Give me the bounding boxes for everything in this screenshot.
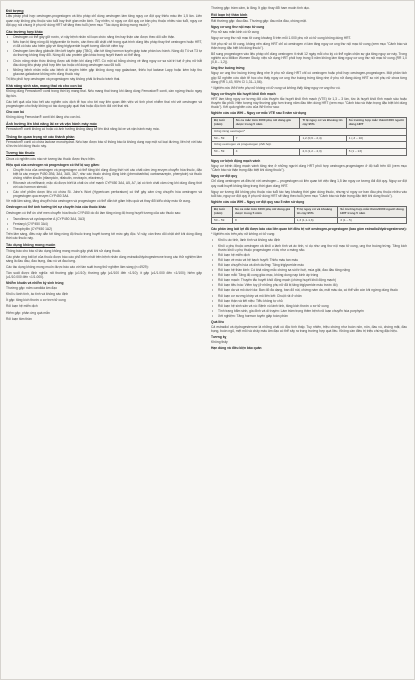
right-column	[211, 6, 407, 674]
paragraph: Nguy cơ ung thư buồng trứng tăng nhẹ ở phụ nữ dùng HRT chỉ có oestrogen hoặc phối hợp oestrogen-progestogen. Một phân tích gộp 52 nghiên cứu dịch tễ học cho thấy nguy cơ ung thư buồng trứng tăng nhẹ ở phụ nữ đang dùng HRT so với phụ nữ chưa từng dùng (RR 1,43, 95% CI 1,31–1,56).	[211, 71, 407, 84]
list-item	[211, 288, 407, 292]
list-item	[211, 273, 407, 277]
paragraph: Các kết quả của hầu hết các nghiên cứu dịch tễ học cho tới nay liên quan đến việc vô tình phơi nhiễm thai nhi với oestrogen và progestogen cho thấy không có tác dụng gây quái thai hoặc độc tính đối với thai nhi.	[6, 99, 202, 108]
list-item	[6, 49, 202, 57]
table-caption: Nghiên cứu của WHI – Nguy cơ mắc VTE sau 5 năm sử dụng	[211, 111, 307, 116]
list-item	[6, 190, 202, 198]
table-subheader-row	[212, 128, 407, 135]
bullet-icon: •	[212, 273, 214, 278]
table-header-cell: Số ca mắc trên 1000 phụ nữ dùng giả dược trong 5 năm	[232, 206, 294, 217]
subheading: Nhiễm khuẩn và nhiễm ký sinh trùng	[6, 281, 64, 286]
bullet-icon: •	[7, 67, 9, 72]
list-item-text: Chuyển hóa của oestrogen và progestogen có thể tăng khi dùng đồng thời với các chất cảm ứng enzym chuyển hóa thuốc, đặc biệt là các enzym P450 2B6, 3A4, 3A5, 3A7, như các thuốc chống động kinh (phenobarbital, carbamazepin, phenytoin) và thuốc chống nhiễm khuẩn (rifampicin, rifabutin, nevirapin, efavirenz).	[13, 167, 202, 180]
section-heading: Thông tin quan trọng về các thành phần	[6, 134, 75, 139]
table-cell: 5 (1 – 13)	[346, 149, 406, 156]
bullet-icon: •	[212, 243, 214, 248]
paragraph: Không thấy	[211, 340, 228, 345]
table-header-row	[212, 206, 407, 217]
paragraph: Rối loạn hệ miễn dịch	[6, 304, 38, 309]
list-item-text: Ritonavir và nelfinavir, mặc dù được biết là chất ức chế mạnh CYP450 3A4, A5, A7, lại có tính chất cảm ứng khi dùng đồng thời với các hormon steroid.	[13, 180, 202, 190]
list-item-text: Các chế phẩm dược liệu có chứa St. John's Wort (Hypericum perforatum) có thể gây cảm ứng chuyển hóa oestrogen và progestogen qua enzym CYP450 3A4.	[13, 190, 202, 199]
paragraph: Khối u lành tính, ác tính và không xác định	[6, 292, 69, 297]
section-heading: Rối loạn hệ thần kinh	[211, 13, 248, 18]
paragraph: Tần suất được định nghĩa: rất thường gặp (≥1/10); thường gặp (≥1/100 đến <1/10); ít gặp (≥1/1.000 đến <1/100); hiếm gặp (≥1/10.000 đến <1/1.000).	[6, 270, 202, 279]
subheading: Nguy cơ bệnh động mạch vành	[211, 159, 261, 164]
list-item-text: Rối loạn tiêu hóa: Viêm tụy (ở những phụ nữ đã bị tăng triglyceride máu trước đó)	[218, 283, 338, 288]
table-cell: 1,2 (0,6 – 2,4)	[300, 135, 346, 142]
bullet-icon: •	[212, 293, 214, 298]
bullet-icon: •	[212, 262, 214, 267]
footnote: * Nghiên cứu WHI trên phụ nữ không có tử cung và không thấy tăng nguy cơ ung thư vú.	[211, 85, 341, 90]
list-item	[211, 283, 407, 287]
paragraph: Với phụ nữ có tử cung, không nên dùng HRT chỉ có oestrogen vì làm tăng nguy cơ ung thư nội mạc tử cung (xem mục "Cảnh báo và thận trọng đặc biệt khi dùng thuốc").	[211, 41, 407, 50]
list-item-text: Rối loạn hệ miễn dịch	[218, 252, 250, 257]
paragraph: Chưa có nghiên cứu nào về tương tác thuốc được thực hiện.	[6, 156, 96, 161]
table-header-cell: Độ tuổi (năm)	[212, 118, 234, 129]
bullet-icon: •	[7, 216, 9, 221]
list-item	[211, 268, 407, 272]
section-heading: Đối tượng	[6, 9, 24, 13]
list-item-text: Rối loạn hệ thần kinh: Có khả năng mắc chứng sa sút trí tuệ, múa giật, đau đầu tăng nặng	[218, 268, 350, 273]
paragraph: Các tác dụng không mong muốn được báo cáo với tần suất trong thử nghiệm lâm sàng (n=4929):	[6, 264, 149, 269]
paragraph: Rối loạn tâm thần	[6, 316, 32, 321]
list-item	[211, 253, 407, 257]
paragraph: Nguy cơ bệnh động mạch vành tăng nhẹ ở những người dùng HRT phối hợp oestrogen-progestogen ở độ tuổi trên 60 (xem mục "Cảnh báo và thận trọng đặc biệt khi dùng thuốc").	[211, 164, 407, 173]
table-cell: 4	[233, 149, 300, 156]
paragraph: Femoston® conti có chứa lactose monohydrat. Nếu bạn được bác sĩ thông báo là không dung nạp một số loại đường, liên hệ với bác sĩ trước khi dùng thuốc này.	[6, 139, 202, 148]
paragraph: Oestrogen có thể ức chế men chuyển hóa thuốc CYP450 do đó làm tăng nồng độ trong huyết tương của các thuốc sau:	[6, 210, 182, 215]
table-cell: 2,3 (1,2 – 4,3)	[300, 149, 346, 156]
list-item-text: Rối loạn cơ xương khớp và mô liên kết: Chuột rút ở chân	[218, 293, 302, 298]
section-heading: Tương tác thuốc	[6, 151, 35, 156]
paragraph: Thường gặp: nấm candida âm đạo	[6, 286, 57, 291]
table-caption: Nghiên cứu của WHI – Nguy cơ đột quỵ sau 5 năm sử dụng	[211, 199, 305, 204]
data-table	[211, 206, 407, 224]
table-cell: 1 (-3 – 10)	[346, 135, 406, 142]
paragraph: Trị liệu phối hợp oestrogen và progestogen này không phải là thuốc tránh thai.	[6, 76, 121, 81]
subheading: Nguy cơ thuyên tắc huyết khối tĩnh mạch	[211, 91, 276, 96]
paragraph: Thường gặp: trầm cảm, lo lắng. Ít gặp: thay đổi ham muốn tình dục.	[211, 6, 310, 10]
paragraph: Hiếm gặp: phản ứng quá mẫn	[6, 310, 50, 315]
bullet-icon: •	[7, 58, 9, 63]
list-item-text: Rối loạn thận và tiết niệu: Tiểu không tự chủ	[218, 298, 283, 303]
bullet-icon: •	[7, 226, 9, 231]
data-table	[211, 117, 407, 156]
list-item	[211, 309, 407, 313]
list-item	[6, 181, 202, 189]
paragraph: Không dùng Femoston® conti trong thời kỳ mang thai. Nếu mang thai trong khi đang dùng Femoston® conti, cần ngừng thuốc ngay lập tức.	[6, 89, 202, 98]
list-item-text: Xét nghiệm: Tăng hormon tuyến giáp toàn phần	[218, 313, 288, 318]
subheading: Nguy cơ ung thư nội mạc tử cung	[211, 24, 265, 29]
list-item	[6, 68, 202, 76]
footnote: * Nghiên cứu trên phụ nữ không có tử cung.	[211, 232, 276, 237]
table-header-cell: Tỉ lệ nguy cơ và khoảng tin cậy 95%	[294, 206, 338, 217]
bullet-icon: •	[7, 190, 9, 195]
table-header-cell: Số trường hợp mắc thêm/1000 người dùng HRT	[346, 118, 406, 129]
table-cell: 7	[233, 135, 300, 142]
paragraph: Bổ sung progestogen vào liệu pháp chỉ dùng oestrogen ít nhất 12 ngày mỗi chu kỳ có thể ngăn chặn sự gia tăng nguy cơ này. Trong nghiên cứu Million Women Study, việc sử dụng HRT phối hợp trong 5 năm không làm tăng nguy cơ ung thư nội mạc tử cung (RR 1,0 (0,8 – 1,2)).	[211, 52, 407, 65]
list-item	[6, 168, 202, 180]
table-header-cell: Số ca mắc trên 1000 phụ nữ dùng giả dược trong 5 năm	[233, 118, 300, 129]
subheading: Hiệu quả của oestrogen và progestogen có thể bị suy giảm:	[6, 162, 100, 167]
list-item-text: Nếu bạn bị tăng nồng độ triglyceride từ trước, cần theo dõi chặt chẽ trong quá trình dùng liệu pháp thay thế oestrogen hoặc HRT, vì đã có báo cáo hiếm gặp về tăng triglyceride huyết tương dẫn tới viêm tụy.	[13, 40, 202, 49]
bullet-icon: •	[7, 49, 9, 54]
list-item	[6, 40, 202, 48]
bullet-icon: •	[212, 283, 214, 288]
table-subheader-cell: Uống riêng oestrogen*	[212, 128, 407, 135]
list-item-text: Oestrogen làm tăng globulin liên kết tuyến giáp (TBG), dẫn tới tăng hormon tuyến giáp toàn phần lưu hành. Nồng độ T4 và T3 tự do thường không thay đổi. Nồng độ các protein gắn khác trong huyết thanh có thể tăng.	[13, 49, 202, 58]
bullet-icon: •	[212, 278, 214, 283]
table-subheader-row	[212, 142, 407, 149]
list-item	[211, 238, 407, 242]
bullet-icon: •	[212, 257, 214, 262]
list-item-text: Rối loạn da và mô dưới da: Ban đỏ đa dạng, ban đỏ nút, chứng nám da, mất màu da, có thể vẫn còn khi ngừng dùng thuốc	[218, 288, 398, 293]
paragraph: Nguy cơ ung thư nội mạc tử cung khoảng 5 trên mỗi 1.000 phụ nữ có tử cung không dùng HRT.	[211, 35, 351, 40]
table-row	[212, 135, 407, 142]
table-header-cell: Tỉ lệ nguy cơ và khoảng tin cậy 95%	[300, 118, 346, 129]
paragraph: Phụ nữ sau mãn kinh có tử cung	[211, 29, 259, 34]
list-item-text: Chức năng nhận thức không được cải thiện khi dùng HRT. Có một số bằng chứng về tăng nguy cơ sa sút trí tuệ ở phụ nữ bắt đầu dùng liệu pháp phối hợp liên tục hoặc chỉ dùng oestrogen sau 65 tuổi.	[13, 58, 202, 67]
table-cell: 3 (1 – 5)	[338, 217, 407, 224]
paragraph: Femoston® conti không có hoặc có ảnh hưởng không đáng kể lên khả năng lái xe và vận hành máy móc.	[6, 127, 160, 132]
bullet-icon: •	[7, 167, 9, 172]
bullet-icon: •	[212, 288, 214, 293]
left-column	[6, 6, 202, 674]
bullet-icon: •	[7, 40, 9, 45]
paragraph: Các phản ứng bất lợi của thuốc được báo cáo phổ biến nhất trên bệnh nhân dùng estradiol/dydrogesterone trong các thử nghiệm lâm sàng là đau đầu, đau bụng, đau vú và đau lưng.	[6, 254, 202, 263]
paragraph: Nguy cơ tương đối không phụ thuộc vào tuổi tác hay khoảng thời gian dùng thuốc, nhưng vì nguy cơ ban đầu phụ thuộc nhiều vào tuổi tác, nguy cơ đột quỵ ở phụ nữ dùng HRT sẽ tăng theo tuổi (xem mục "Cảnh báo và thận trọng đặc biệt khi dùng thuốc").	[211, 189, 407, 198]
table-header-cell: Độ tuổi (năm)	[212, 206, 233, 217]
bullet-icon: •	[212, 298, 214, 303]
list-item	[211, 278, 407, 282]
section-heading: Khả năng sinh sản, mang thai và cho con bú	[6, 84, 83, 89]
list-item-text: Fentanyl (CYP450 3A4)	[13, 221, 48, 226]
table-cell: 50 – 59	[212, 135, 234, 142]
list-item-text: Tình trạng bẩm sinh, gia đình và di truyền: Làm trầm trọng thêm bệnh rối loạn chuyển hóa porphyrin	[218, 308, 364, 313]
paragraph: Không dùng Femoston® conti khi đang cho con bú.	[6, 114, 82, 119]
list-item-text: Khối u phụ thuộc oestrogen cả khối u lành tính và ác tính, ví dụ như ung thư nội mạc tử cung, ung thư buồng trứng. Tăng kích thước khối u phụ thuộc progestogen ví dụ như u màng não.	[218, 243, 407, 252]
list-item-text: Theophyllin (CYP450 1A2)	[13, 226, 53, 231]
list-item-text: Rối loạn về máu và hệ bạch huyết: Thiếu máu tan máu	[218, 257, 299, 262]
section-heading: Ảnh hưởng lên khả năng lái xe và vận hành máy móc	[6, 122, 98, 126]
list-item	[211, 244, 407, 252]
bullet-icon: •	[212, 268, 214, 273]
subheading: Các phản ứng bất lợi đã được báo cáo liên quan tới điều trị với oestrogen-progestogen (bao gồm estradiol/dydrogesterone):	[211, 227, 407, 232]
list-item	[211, 258, 407, 262]
subheading: Tương kỵ	[211, 335, 227, 340]
paragraph: Trên lâm sàng, điều này dẫn tới tăng nồng độ thuốc trong huyết tương tới mức gây độc. Vì vậy, cần theo dõi chặt chẽ khi dùng đồng thời các thuốc này.	[6, 231, 202, 240]
paragraph: Chỉ dùng oestrogen và điều trị với oestrogen – progestogen có liên quan tới việc tăng 1,5 lần nguy cơ tương đối đột quỵ. Nguy cơ đột quỵ xuất huyết không tăng trong thời gian dùng HRT.	[211, 179, 407, 188]
bullet-icon: •	[212, 238, 214, 243]
list-item	[6, 217, 202, 221]
paragraph: Về mặt lâm sàng, tăng chuyển hóa oestrogen và progestogen có thể dẫn tới giảm hiệu quả và thay đổi kiểu chảy máu tử cung.	[6, 199, 191, 204]
bullet-icon: •	[212, 308, 214, 313]
list-item	[6, 222, 202, 226]
paragraph: Thông báo cho bác sĩ tác dụng không mong muốn gặp phải khi sử dụng thuốc.	[6, 248, 122, 253]
list-item-text: Oestrogen có thể gây giữ nước, vì vậy bệnh nhân rối loạn chức năng tim hay thận cần được theo dõi cẩn thận.	[13, 35, 176, 40]
bullet-icon: •	[212, 313, 214, 318]
table-row	[212, 217, 407, 224]
list-item	[6, 35, 202, 39]
paragraph: Ít gặp: tăng kích thước u cơ trơn tử cung	[6, 298, 66, 303]
list-item	[211, 263, 407, 267]
bullet-icon: •	[7, 35, 9, 40]
list-item-text: Rối loạn hệ sinh sản và vú: Bệnh vú lành tính, tăng kích thước u xơ tử cung	[218, 303, 329, 308]
table-header-cell: Số trường hợp mắc thêm/1000 người dùng HRT trong 5 năm	[338, 206, 407, 217]
subheading: Quá liều	[211, 319, 225, 324]
list-item	[211, 294, 407, 298]
table-header-row	[212, 118, 407, 129]
list-item-text: Rối loạn chuyển hóa và dinh dưỡng: Tăng triglyceride máu	[218, 262, 304, 267]
list-item-text: Rối loạn mắt: Tăng độ cong giác mạc, không dung nạp kính áp tròng	[218, 273, 319, 278]
list-item-text: Những bệnh nhân mắc các bệnh di truyền hiếm gặp không dung nạp galactose, thiếu hụt lactase Lapp hoặc kém hấp thu glucose-galactose không nên dùng thuốc này.	[13, 67, 202, 76]
bullet-icon: •	[7, 221, 9, 226]
section-heading: Các trường hợp khác	[6, 29, 43, 34]
subheading: Hạn dùng và điều kiện bảo quản	[211, 346, 262, 351]
table-cell: 8	[232, 217, 294, 224]
list-item-text: Khối u ác tính, lành tính và không xác định	[218, 238, 281, 243]
subheading: Oestrogen có thể ảnh hưởng tới sự chuyển hóa của thuốc khác	[6, 205, 107, 210]
list-item	[6, 227, 202, 231]
table-subheader-cell: Uống oestrogen và progestogen phối hợp	[212, 142, 407, 149]
list-item	[6, 59, 202, 67]
list-item-text: Tacrolimus và cyclosporine A (CYP450 3A4, 3A3)	[13, 216, 86, 221]
list-item-text: Rối loạn mạch: Thuyên tắc huyết khối động mạch (chứng huyết khối động mạch)	[218, 278, 336, 283]
subheading: Cho con bú	[6, 109, 25, 114]
table-cell: 1,3 (1,1-1,6)	[294, 217, 338, 224]
list-item	[211, 299, 407, 303]
paragraph: Liệu pháp phối hợp oestrogen-progestogen và liệu pháp chỉ dùng oestrogen làm tăng nguy cơ đột quỵ thiếu máu lên 1,5 lần. Liên quan này không phụ thuộc vào tuổi hay thời gian mãn kinh. Tuy nhiên, vì nguy cơ đột quỵ cơ bản phụ thuộc nhiều vào tuổi, nguy cơ đột quỵ nói chung ở phụ nữ dùng HRT sẽ tăng theo tuổi (xem mục "Tác dụng không mong muốn").	[6, 14, 202, 27]
paragraph: Rất thường gặp: đau đầu. Thường gặp: đau nửa đầu, chóng mặt.	[211, 18, 307, 23]
bullet-icon: •	[212, 303, 214, 308]
table-row	[212, 149, 407, 156]
section-heading: Tác dụng không mong muốn	[6, 243, 56, 248]
paragraph: Cả estradiol và dydrogesterone là những chất có độc tính thấp. Tuy nhiên, triệu chứng như buồn nôn, nôn, đau vú, chóng mặt, đau bụng, buồn ngủ, mệt mỏi và chảy máu âm đạo có thể xảy ra trong trường hợp quá liều. Không cần điều trị triệu chứng đặc hiệu.	[211, 325, 407, 334]
subheading: Nguy cơ đột quỵ	[211, 174, 238, 179]
bullet-icon: •	[212, 252, 214, 257]
paragraph: HRT làm tăng nguy cơ tương đối của thuyên tắc huyết khối tĩnh mạch (VTE) từ 1,3 – 3 lần, tức là huyết khối tĩnh mạch sâu hoặc thuyên tắc phổi. Hiện tượng này thường gặp hơn trong năm đầu tiên dùng HRT (xem mục "Cảnh báo và thận trọng đặc biệt khi dùng thuốc"). Kết quả nghiên cứu của WHI như sau:	[211, 96, 407, 110]
list-item	[211, 304, 407, 308]
table-cell: 50 – 59	[212, 217, 233, 224]
subheading: Ung thư buồng trứng	[211, 66, 245, 71]
list-item	[211, 314, 407, 318]
bullet-icon: •	[7, 180, 9, 185]
table-cell: 50 – 59	[212, 149, 234, 156]
